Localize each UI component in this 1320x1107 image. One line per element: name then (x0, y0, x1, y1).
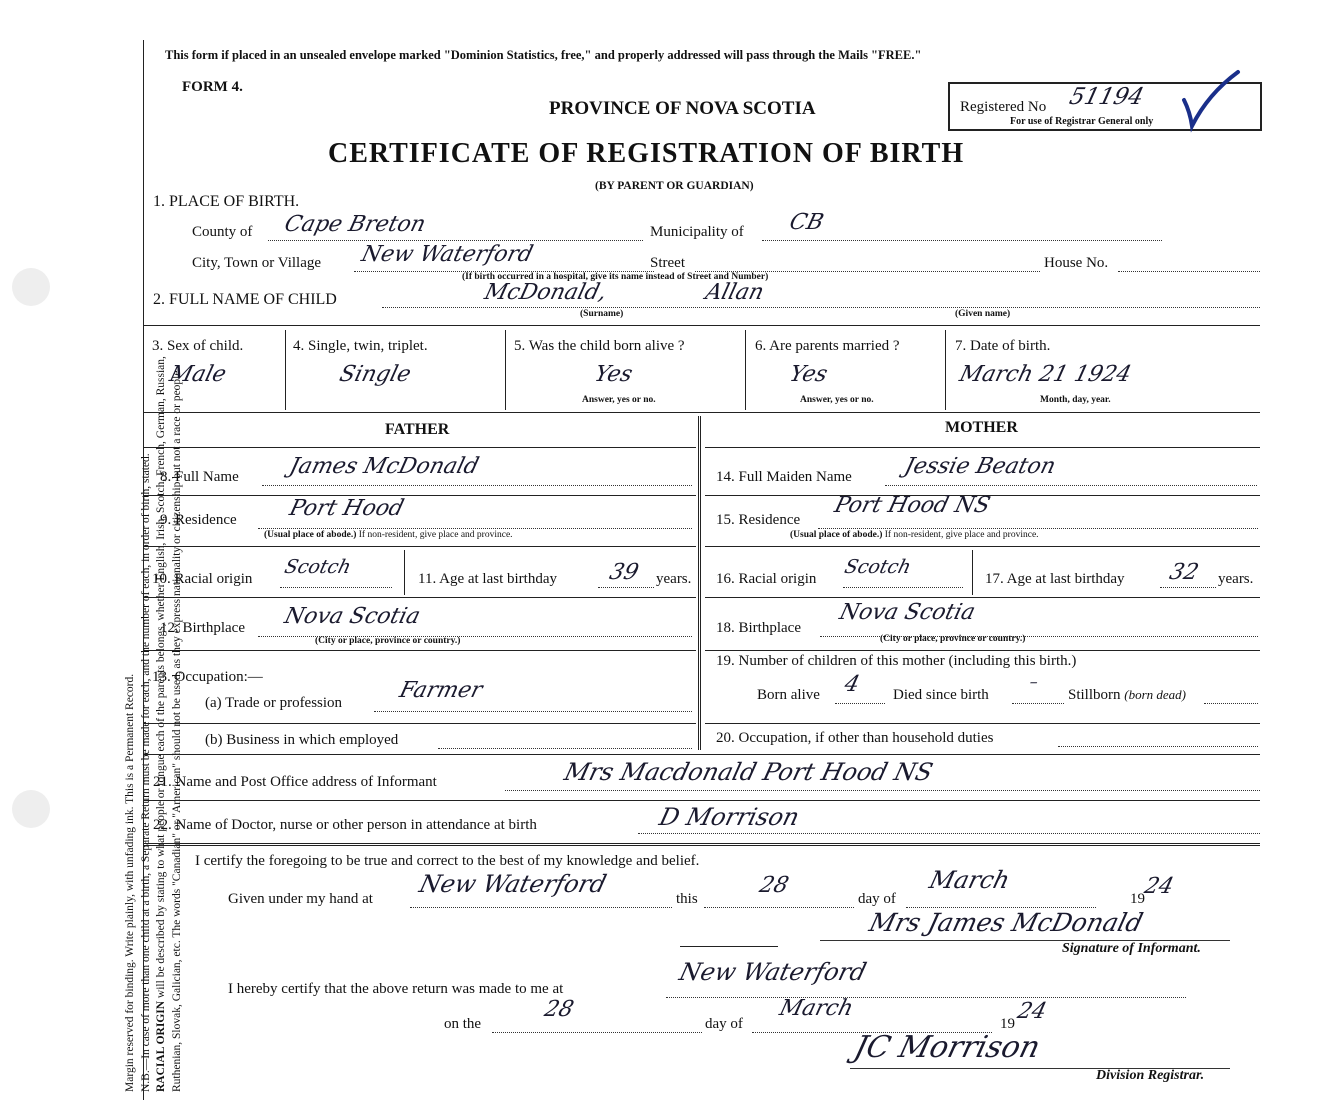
mother-race-value: Scotch (842, 556, 914, 578)
father-race-age-divider (404, 550, 405, 595)
parents-married-caption: Answer, yes or no. (800, 395, 874, 405)
registrar-general-note: For use of Registrar General only (1010, 116, 1154, 127)
stillborn-label-text: Stillborn (1068, 687, 1121, 703)
children-count-label: 19. Number of children of this mother (including this birth.) (716, 653, 1077, 669)
certificate-subtitle: (BY PARENT OR GUARDIAN) (595, 180, 754, 192)
mother-years-label: years. (1218, 571, 1254, 587)
father-birthplace-caption: (City or place, province or country.) (315, 636, 461, 646)
father-residence-line (258, 528, 692, 529)
father-occupation-label: 13. Occupation:— (152, 669, 263, 685)
father-residence-rule (143, 546, 696, 547)
mother-occupation-label: 20. Occupation, if other than household duties (716, 730, 994, 746)
mother-race-label: 16. Racial origin (716, 571, 817, 587)
mother-birthplace-label: 18. Birthplace (716, 620, 801, 636)
born-alive-caption: Answer, yes or no. (582, 395, 656, 405)
doctor-value: D Morrison (656, 803, 803, 831)
registrar-month-value: March (776, 996, 856, 1021)
margin-note-racial-origin-text: will be described by stating to what people or tongue each of the parents belongs, whether English, Irish, Scotch, French, German, Russian, (155, 356, 167, 1001)
binder-hole-top (12, 268, 50, 306)
born-alive-answer: Yes (591, 362, 636, 387)
form-number: FORM 4. (182, 79, 243, 95)
trade-profession-value: Farmer (396, 678, 485, 703)
divider-certification-top (143, 843, 1260, 846)
city-label: City, Town or Village (192, 255, 322, 271)
mother-age-value: 32 (1166, 560, 1202, 585)
died-since-birth-label: Died since birth (893, 687, 989, 703)
mother-race-age-divider (972, 550, 973, 595)
sex-value: Male (166, 362, 229, 387)
mother-name-value: Jessie Beaton (901, 454, 1059, 479)
mother-abode-caption-rest: If non-resident, give place and province. (884, 530, 1039, 540)
mail-notice: This form if placed in an unsealed envelope marked "Dominion Statistics, free," and properly addressed will pass through the Mails "FREE." (165, 48, 922, 62)
registrar-statement: I hereby certify that the above return was made to me at (228, 981, 564, 997)
municipality-value: CB (786, 210, 827, 235)
divider-informant-top (143, 754, 1260, 755)
plurality-value: Single (336, 362, 414, 387)
registrar-signature: JC Morrison (850, 1030, 1044, 1065)
father-heading-rule (143, 447, 696, 448)
informant-signature: Mrs James McDonald (866, 908, 1146, 937)
plurality-label: 4. Single, twin, triplet. (293, 338, 428, 354)
section-separator (680, 946, 778, 947)
county-line (268, 240, 643, 241)
date-of-birth-label: 7. Date of birth. (955, 338, 1051, 354)
mother-age-line (1160, 587, 1216, 588)
child-info-divider-4 (945, 330, 946, 410)
day-of-label: day of (858, 891, 896, 907)
father-birthplace-value: Nova Scotia (281, 604, 423, 629)
binder-hole-bottom (12, 790, 50, 828)
stillborn-line (1204, 703, 1258, 704)
mother-name-label: 14. Full Maiden Name (716, 469, 852, 485)
business-employed-label: (b) Business in which employed (205, 732, 399, 748)
registrar-place-value: New Waterford (676, 958, 870, 986)
doctor-line (638, 833, 1260, 834)
mother-residence-label: 15. Residence (716, 512, 801, 528)
child-info-divider-1 (285, 330, 286, 410)
mother-abode-caption (790, 530, 1039, 540)
place-of-birth-heading: 1. PLACE OF BIRTH. (153, 193, 300, 210)
on-the-label: on the (444, 1016, 482, 1032)
informant-label: 21. Name and Post Office address of Informant (153, 774, 437, 790)
divider-doctor-top (143, 800, 1260, 801)
street-label: Street (650, 255, 685, 271)
died-since-birth-line (1012, 703, 1064, 704)
father-trade-rule (143, 723, 696, 724)
father-name-rule (143, 495, 696, 496)
sex-label: 3. Sex of child. (152, 338, 244, 354)
mother-race-line (843, 587, 963, 588)
divider-child-info-top (143, 325, 1260, 326)
given-place-value: New Waterford (416, 870, 610, 898)
county-value: Cape Breton (281, 212, 429, 237)
registrar-place-line (666, 997, 1186, 998)
division-registrar-caption: Division Registrar. (1096, 1068, 1205, 1083)
given-name-caption: (Given name) (955, 309, 1011, 319)
mother-residence-value: Port Hood NS (831, 493, 993, 518)
this-label: this (676, 891, 698, 907)
certify-statement: I certify the foregoing to be true and correct to the best of my knowledge and belief. (195, 853, 700, 869)
divider-parents-top (143, 412, 1260, 413)
father-years-label: years. (656, 571, 692, 587)
doctor-label: 22. Name of Doctor, nurse or other person in attendance at birth (153, 817, 537, 833)
born-alive-label: Born alive (757, 687, 820, 703)
certificate-title: CERTIFICATE OF REGISTRATION OF BIRTH (328, 138, 965, 169)
born-alive-count: 4 (841, 672, 863, 697)
mother-birthplace-caption: (City or place, province or country.) (880, 634, 1026, 644)
mother-children-rule (705, 723, 1260, 724)
mother-age-label: 17. Age at last birthday (985, 571, 1125, 587)
registered-label: Registered No (960, 99, 1047, 115)
child-name-label: 2. FULL NAME OF CHILD (153, 291, 337, 308)
mother-race-rule (705, 597, 1260, 598)
registrar-day-line (492, 1032, 702, 1033)
father-race-label: 10. Racial origin (152, 571, 253, 587)
margin-note-binding: Margin reserved for binding. Write plainly, with unfading ink. This is a Permanent Record. (124, 673, 136, 1092)
mother-abode-caption-bold: (Usual place of abode.) (790, 530, 883, 540)
given-place-line (410, 907, 672, 908)
margin-notes (123, 32, 185, 1092)
registered-number: 51194 (1066, 84, 1147, 110)
child-surname: McDonald, (481, 280, 610, 305)
born-alive-line (835, 703, 885, 704)
father-birthplace-rule (143, 650, 696, 651)
father-abode-caption (264, 530, 513, 540)
form-left-border (143, 40, 144, 1100)
mother-birthplace-value: Nova Scotia (836, 600, 978, 625)
stillborn-label (1068, 687, 1186, 704)
mother-occupation-line (1058, 746, 1258, 747)
business-employed-line (438, 748, 692, 749)
father-heading: FATHER (385, 421, 450, 438)
father-race-value: Scotch (282, 556, 354, 578)
father-name-line (262, 485, 692, 486)
father-abode-caption-rest: If non-resident, give place and province. (358, 530, 513, 540)
mother-name-line (885, 485, 1257, 486)
father-age-line (598, 587, 654, 588)
trade-profession-line (374, 711, 692, 712)
given-month-value: March (926, 866, 1013, 894)
registrar-year-prefix: 19 (1000, 1016, 1015, 1032)
informant-line (505, 790, 1260, 791)
margin-note-racial-origin (154, 32, 170, 1092)
father-name-value: James McDonald (286, 454, 482, 479)
trade-profession-label: (a) Trade or profession (205, 695, 343, 711)
check-mark-icon (1178, 64, 1248, 139)
mother-heading-rule (705, 447, 1260, 448)
informant-value: Mrs Macdonald Port Hood NS (561, 758, 936, 786)
parents-married-answer: Yes (786, 362, 831, 387)
registrar-year-suffix: 24 (1014, 999, 1050, 1024)
father-abode-caption-bold: (Usual place of abode.) (264, 530, 357, 540)
mother-residence-line (818, 528, 1258, 529)
stillborn-note: (born dead) (1124, 687, 1187, 702)
house-number-label: House No. (1044, 255, 1109, 271)
mother-residence-rule (705, 546, 1260, 547)
surname-caption: (Surname) (580, 309, 624, 319)
father-age-label: 11. Age at last birthday (418, 571, 557, 587)
registrar-day-value: 28 (541, 997, 577, 1022)
father-residence-value: Port Hood (286, 496, 407, 521)
child-name-line (382, 307, 1260, 308)
child-given-name: Allan (702, 280, 767, 305)
father-name-label: 8. Full Name (160, 469, 239, 485)
informant-signature-caption: Signature of Informant. (1062, 941, 1201, 956)
house-number-line (1118, 271, 1260, 272)
father-birthplace-label: 12. Birthplace (160, 620, 245, 636)
city-value: New Waterford (358, 242, 536, 267)
mother-heading: MOTHER (945, 419, 1018, 436)
municipality-line (762, 240, 1162, 241)
hospital-note: (If birth occurred in a hospital, give its name instead of Street and Number) (462, 272, 769, 282)
father-race-rule (143, 597, 696, 598)
died-since-birth-count: – (1027, 672, 1041, 691)
given-year-suffix: 24 (1141, 874, 1177, 899)
father-race-line (280, 587, 392, 588)
given-under-hand-label: Given under my hand at (228, 891, 373, 907)
margin-note-nationality: Ruthenian, Slovak, Galician, etc. The words "Canadian" or "American" should not be used, as they express nationality or citizenship but not a race or people. (170, 367, 183, 1092)
registrar-day-of-label: day of (705, 1016, 743, 1032)
margin-note-racial-origin-heading: RACIAL ORIGIN (155, 1000, 167, 1092)
child-info-divider-3 (745, 330, 746, 410)
municipality-label: Municipality of (650, 224, 744, 240)
given-day-value: 28 (756, 873, 792, 898)
parents-column-divider (698, 416, 701, 750)
date-of-birth-caption: Month, day, year. (1040, 395, 1111, 405)
county-label: County of (192, 224, 253, 240)
date-of-birth-value: March 21 1924 (956, 362, 1134, 387)
born-alive-question: 5. Was the child born alive ? (514, 338, 685, 354)
parents-married-question: 6. Are parents married ? (755, 338, 900, 354)
given-year-prefix: 19 (1130, 891, 1145, 907)
given-day-line (704, 907, 854, 908)
margin-note-multiple-births: N.B.—In case of more than one child at a birth, a Separate Return must be made for each, and the number of each, in order of birth, stated. (139, 453, 152, 1092)
mother-birthplace-rule (705, 650, 1260, 651)
child-info-divider-2 (505, 330, 506, 410)
father-residence-label: 9. Residence (160, 512, 237, 528)
province-heading: PROVINCE OF NOVA SCOTIA (549, 98, 816, 119)
father-age-value: 39 (606, 560, 642, 585)
